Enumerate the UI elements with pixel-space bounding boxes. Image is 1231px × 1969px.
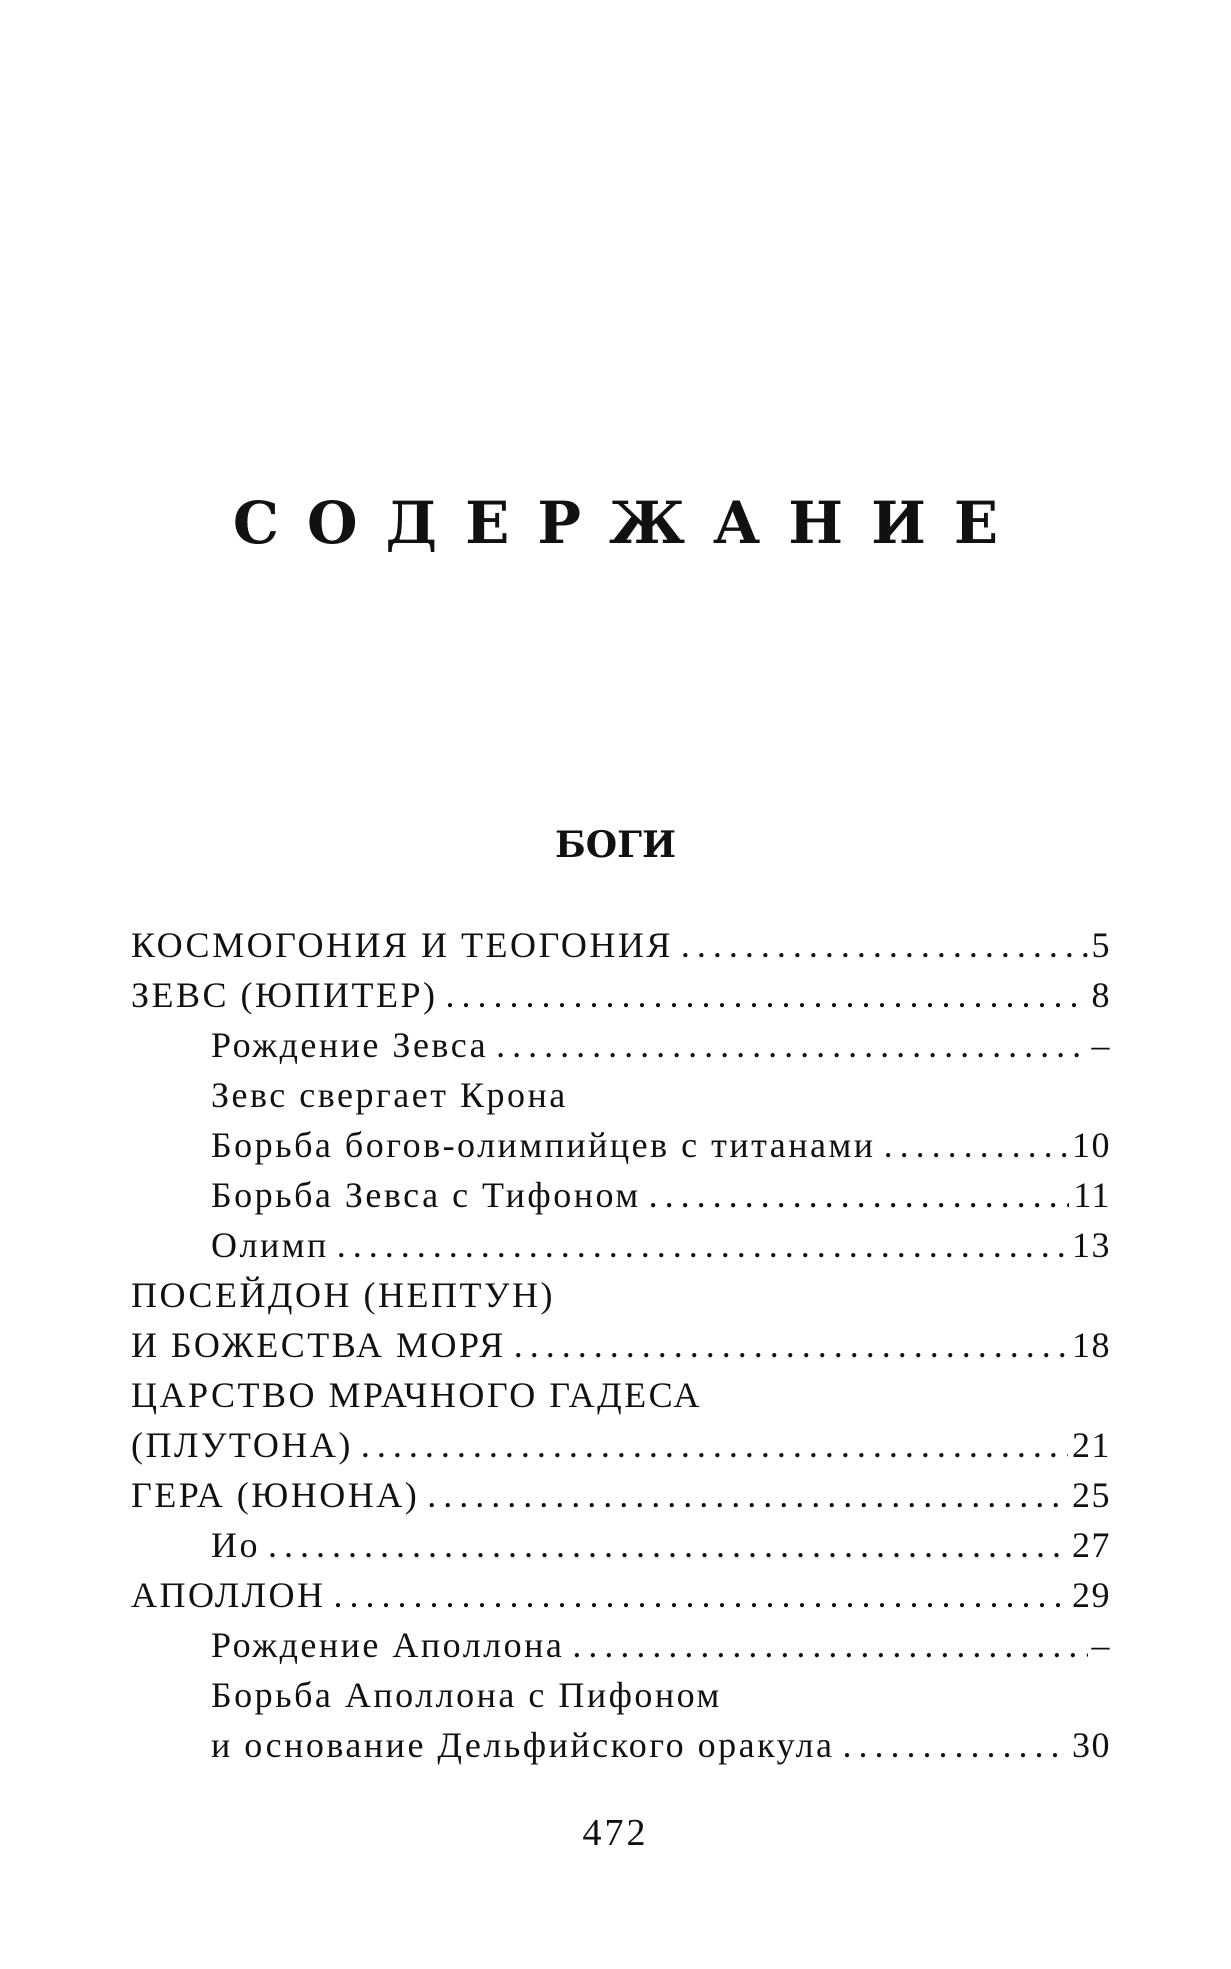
toc-entry-title: Борьба Зевса с Тифоном [211, 1175, 641, 1215]
dot-leader [496, 1020, 1087, 1070]
dot-leader [268, 1520, 1068, 1570]
toc-subentry [131, 1220, 1111, 1270]
toc-entry-title: КОСМОГОНИЯ И ТЕОГОНИЯ [131, 925, 673, 965]
toc-entry-title: и основание Дельфийского оракула [211, 1725, 835, 1765]
toc-entry [131, 1270, 1111, 1320]
dot-leader [572, 1620, 1087, 1670]
toc-entry-title: Борьба Аполлона с Пифоном [211, 1675, 722, 1715]
toc-entry [131, 1420, 1111, 1470]
toc-subentry [131, 1520, 1111, 1570]
toc-entry-page: 27 [1072, 1525, 1111, 1565]
page-number: 472 [582, 1812, 649, 1854]
toc-entry [131, 920, 1111, 970]
dot-leader [427, 1470, 1068, 1520]
dot-leader [337, 1220, 1068, 1270]
dot-leader [649, 1170, 1070, 1220]
dot-leader [361, 1420, 1068, 1470]
toc-entry-page: – [1091, 1625, 1111, 1665]
toc-entry-page: 11 [1073, 1175, 1111, 1215]
toc-entry-title: Рождение Аполлона [211, 1625, 565, 1665]
toc-entry-page: 10 [1072, 1125, 1111, 1165]
toc-entry-title: ГЕРА (ЮНОНА) [131, 1475, 420, 1515]
toc-entry-title: Борьба богов-олимпийцев с титанами [211, 1125, 876, 1165]
page-title: СОДЕРЖАНИЕ [232, 489, 1027, 557]
toc-entry-title: Олимп [211, 1225, 329, 1265]
section-title: БОГИ [555, 824, 676, 866]
toc-entry-title: Ио [211, 1525, 260, 1565]
toc-entry-title: Рождение Зевса [211, 1025, 489, 1065]
toc-subentry [131, 1170, 1111, 1220]
toc-entry [131, 1370, 1111, 1420]
toc-entry-page: 25 [1072, 1475, 1111, 1515]
toc-subentry [131, 1720, 1111, 1770]
dot-leader [681, 920, 1088, 970]
toc-entry-title: АПОЛЛОН [131, 1575, 326, 1615]
toc-entry-title: ЗЕВС (ЮПИТЕР) [131, 975, 438, 1015]
toc-subentry [131, 1120, 1111, 1170]
dot-leader [842, 1720, 1068, 1770]
table-of-contents [131, 920, 1111, 1770]
dot-leader [514, 1320, 1068, 1370]
toc-entry-page: 8 [1091, 975, 1111, 1015]
toc-entry [131, 1570, 1111, 1620]
toc-entry-page: 18 [1072, 1325, 1111, 1365]
dot-leader [446, 970, 1088, 1020]
toc-entry-page: – [1091, 1025, 1111, 1065]
toc-entry-page: 13 [1072, 1225, 1111, 1265]
toc-entry [131, 970, 1111, 1020]
toc-entry-page: 30 [1072, 1725, 1111, 1765]
toc-subentry [131, 1020, 1111, 1070]
dot-leader [884, 1120, 1068, 1170]
toc-entry [131, 1320, 1111, 1370]
toc-entry-page: 29 [1072, 1575, 1111, 1615]
toc-subentry [131, 1620, 1111, 1670]
toc-entry-title: И БОЖЕСТВА МОРЯ [131, 1325, 506, 1365]
dot-leader [334, 1570, 1068, 1620]
toc-entry [131, 1470, 1111, 1520]
toc-entry-title: Зевс свергает Крона [211, 1075, 568, 1115]
toc-entry-title: ЦАРСТВО МРАЧНОГО ГАДЕСА [131, 1375, 702, 1415]
toc-subentry [131, 1670, 1111, 1720]
toc-entry-title: (ПЛУТОНА) [131, 1425, 353, 1465]
toc-entry-page: 21 [1072, 1425, 1111, 1465]
toc-entry-title: ПОСЕЙДОН (НЕПТУН) [131, 1275, 555, 1315]
toc-subentry [131, 1070, 1111, 1120]
toc-entry-page: 5 [1091, 925, 1111, 965]
